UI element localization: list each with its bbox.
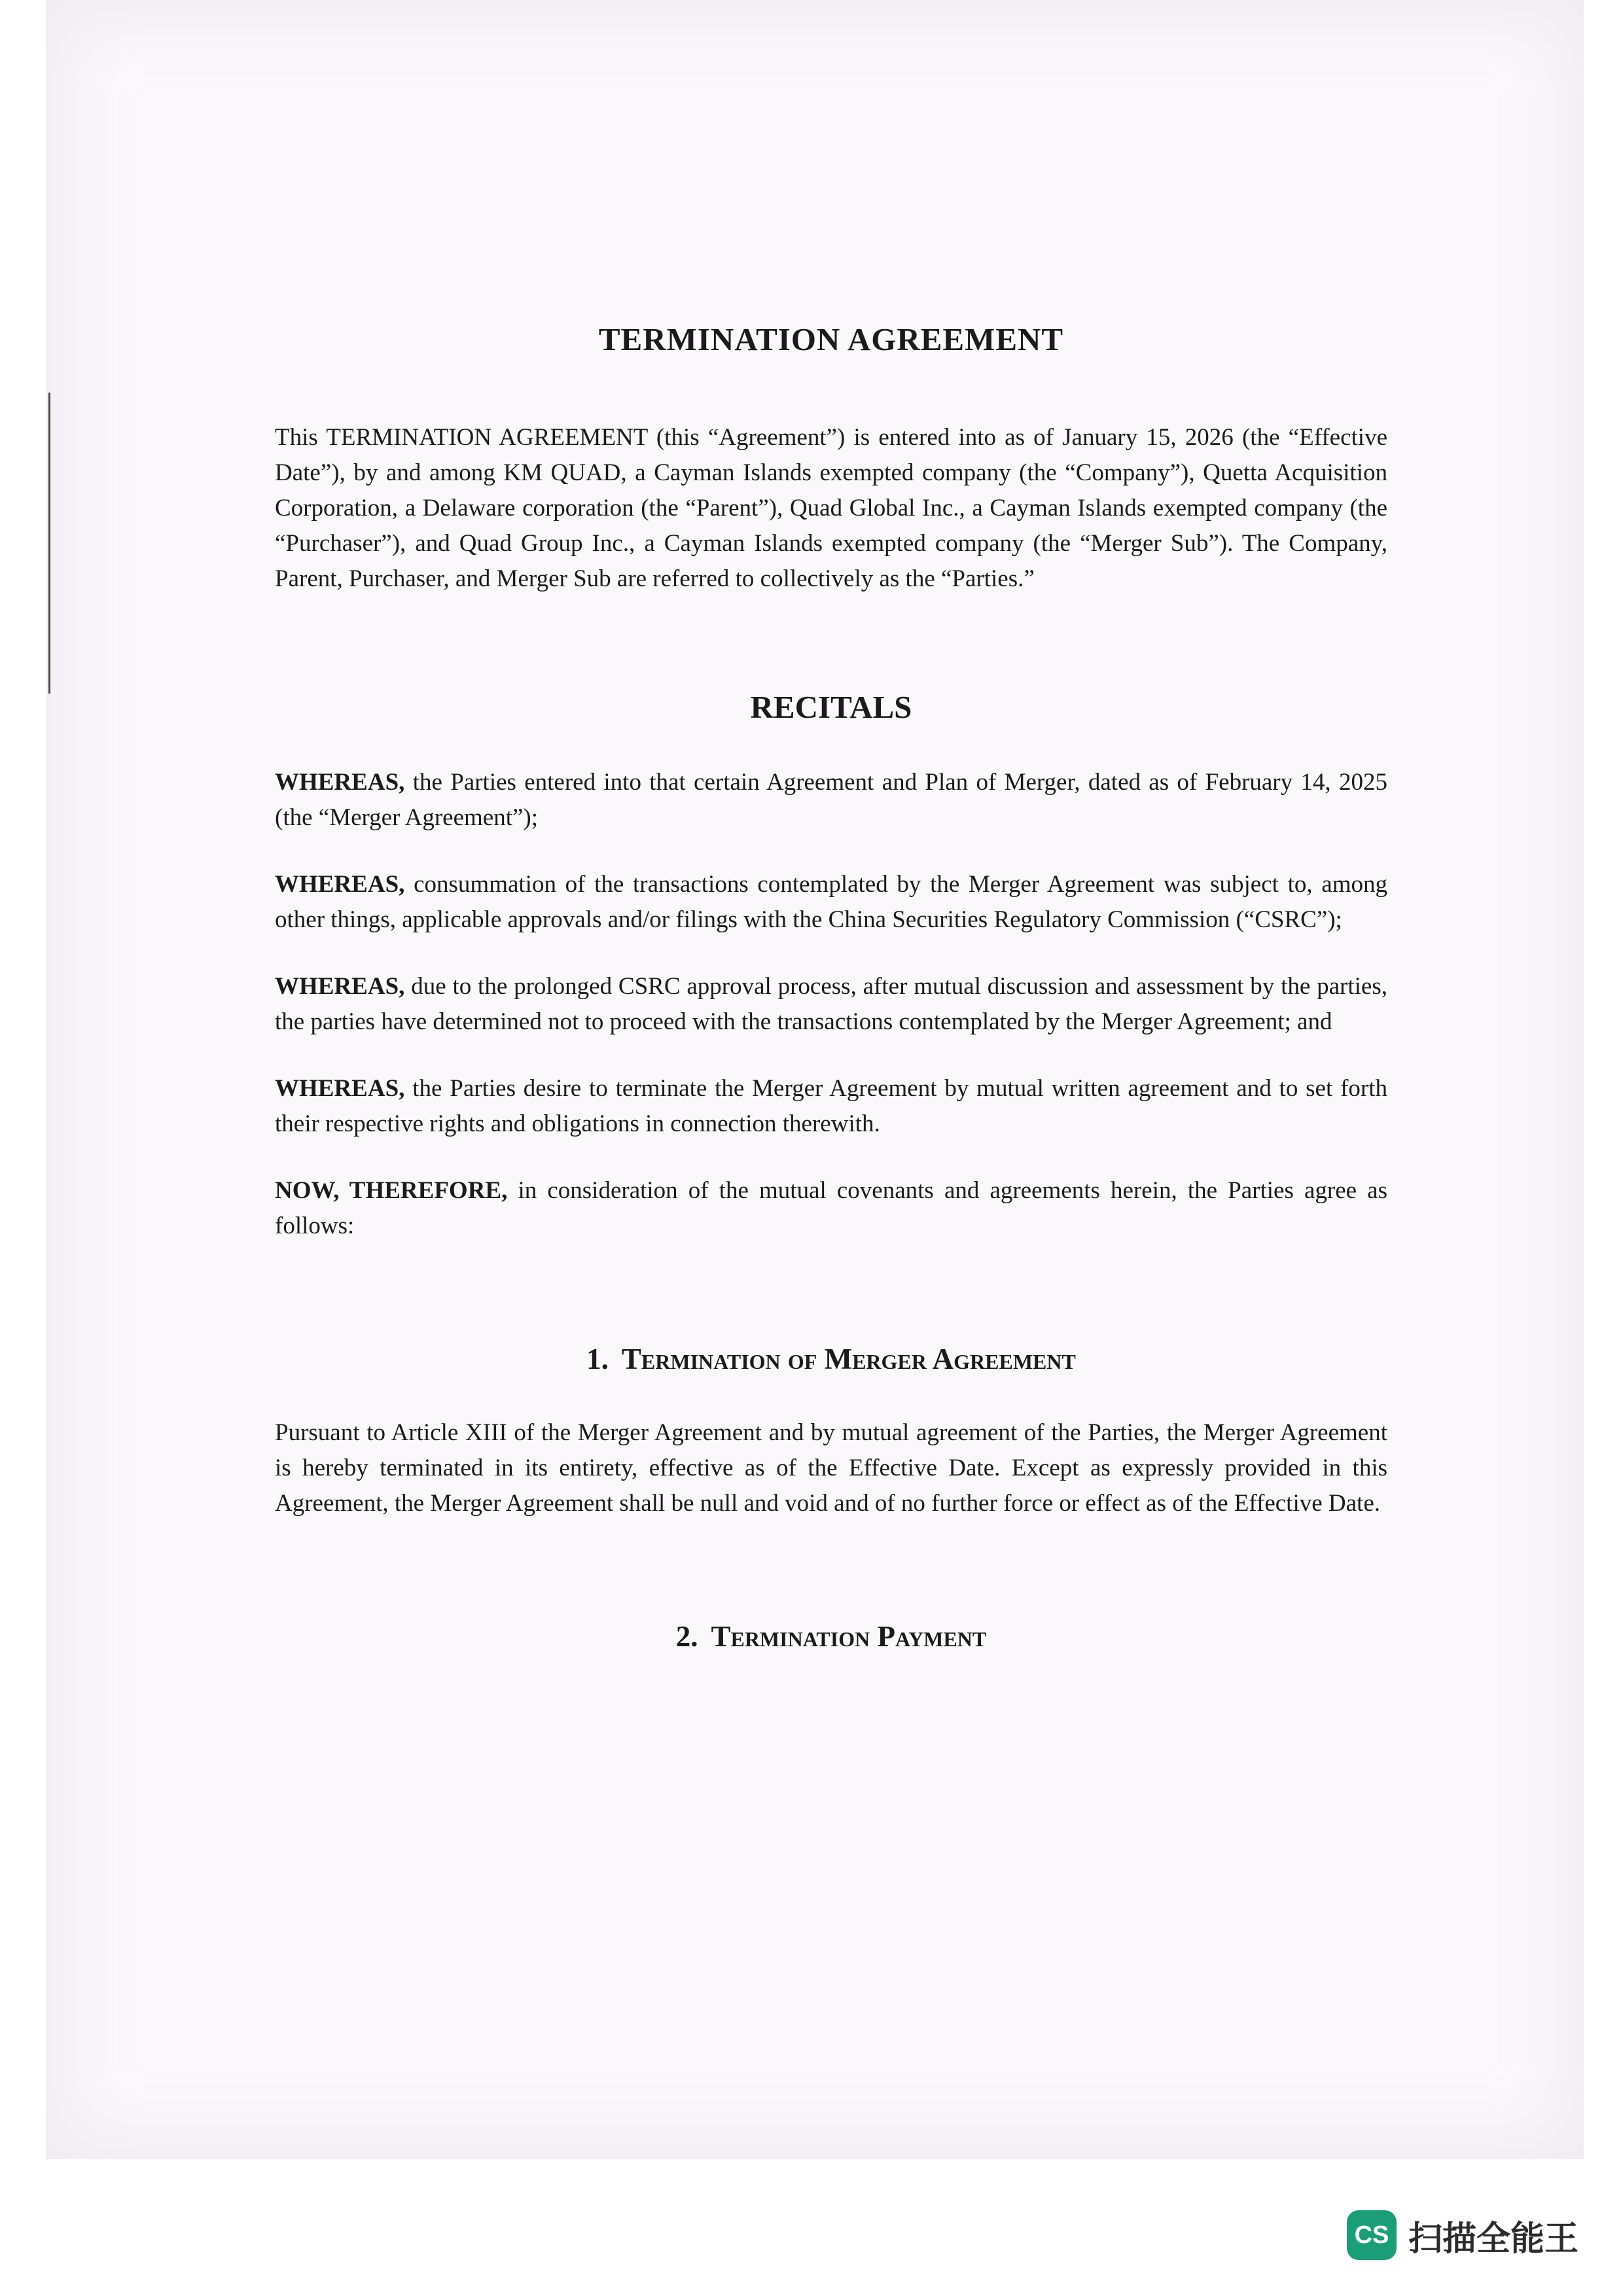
recital-lead: WHEREAS, bbox=[275, 973, 405, 1000]
recital-lead: WHEREAS, bbox=[275, 871, 405, 898]
section-2-heading bbox=[275, 1619, 1387, 1653]
section-1-title: Termination of Merger Agreement bbox=[621, 1343, 1076, 1375]
recital-paragraph bbox=[275, 765, 1387, 836]
scanner-app-name: 扫描全能王 bbox=[1408, 2219, 1579, 2259]
scanner-watermark bbox=[1347, 2210, 1578, 2260]
recital-lead: WHEREAS, bbox=[275, 769, 405, 796]
section-1-body: Pursuant to Article XIII of the Merger Agreement and by mutual agreement of the Parties, the Merger Agreement is hereby terminated in its entirety, effective as of the Effective Date. Except as expressly provided in this Agreement, the Merger Agreement shall be null and void and of no further force or effect as of the Effective Date. bbox=[275, 1419, 1387, 1517]
section-2-title: Termination Payment bbox=[711, 1620, 987, 1653]
recital-text: the Parties desire to terminate the Merger Agreement by mutual written agreement and to set forth their respective rights and obligations in connection therewith. bbox=[275, 1075, 1387, 1137]
recital-paragraph bbox=[275, 969, 1387, 1040]
intro-paragraph: This TERMINATION AGREEMENT (this “Agreement”) is entered into as of January 15, 2026 (the “Effective Date”), by and among KM QUAD, a Cayman Islands exempted company (the “Company”), Quetta Acquisition Corporation, a Delaware corporation (the “Parent”), Quad Global Inc., a Cayman Islands exempted company (the “Purchaser”), and Quad Group Inc., a Cayman Islands exempted company (the “Merger Sub”). The Company, Parent, Purchaser, and Merger Sub are referred to collectively as the “Parties.” bbox=[275, 424, 1387, 592]
recital-text: due to the prolonged CSRC approval process, after mutual discussion and assessment by the parties, the parties have determined not to proceed with the transactions contemplated by the Merger Agreement; and bbox=[275, 973, 1387, 1035]
recital-text: consummation of the transactions contemplated by the Merger Agreement was subject to, among other things, applicable approvals and/or filings with the China Securities Regulatory Commission (“CSRC”); bbox=[275, 871, 1387, 933]
now-therefore-paragraph bbox=[275, 1173, 1387, 1244]
document-body bbox=[275, 321, 1387, 1693]
now-therefore-lead: NOW, THEREFORE, bbox=[275, 1177, 508, 1204]
document-title: TERMINATION AGREEMENT bbox=[598, 321, 1064, 357]
recital-text: the Parties entered into that certain Agreement and Plan of Merger, dated as of February 14, 2025 (the “Merger Agreement”); bbox=[275, 769, 1387, 831]
recital-paragraph bbox=[275, 1071, 1387, 1142]
section-1-heading bbox=[275, 1342, 1387, 1376]
now-therefore-text: in consideration of the mutual covenants and agreements herein, the Parties agree as follows: bbox=[275, 1177, 1387, 1239]
recitals-heading: RECITALS bbox=[750, 689, 912, 725]
recital-paragraph bbox=[275, 867, 1387, 938]
sheet-edge-shadow bbox=[48, 393, 50, 694]
section-1-number: 1. bbox=[586, 1343, 609, 1375]
section-2-number: 2. bbox=[675, 1620, 698, 1653]
camscanner-logo-icon: CS bbox=[1347, 2210, 1397, 2260]
recital-lead: WHEREAS, bbox=[275, 1075, 405, 1102]
